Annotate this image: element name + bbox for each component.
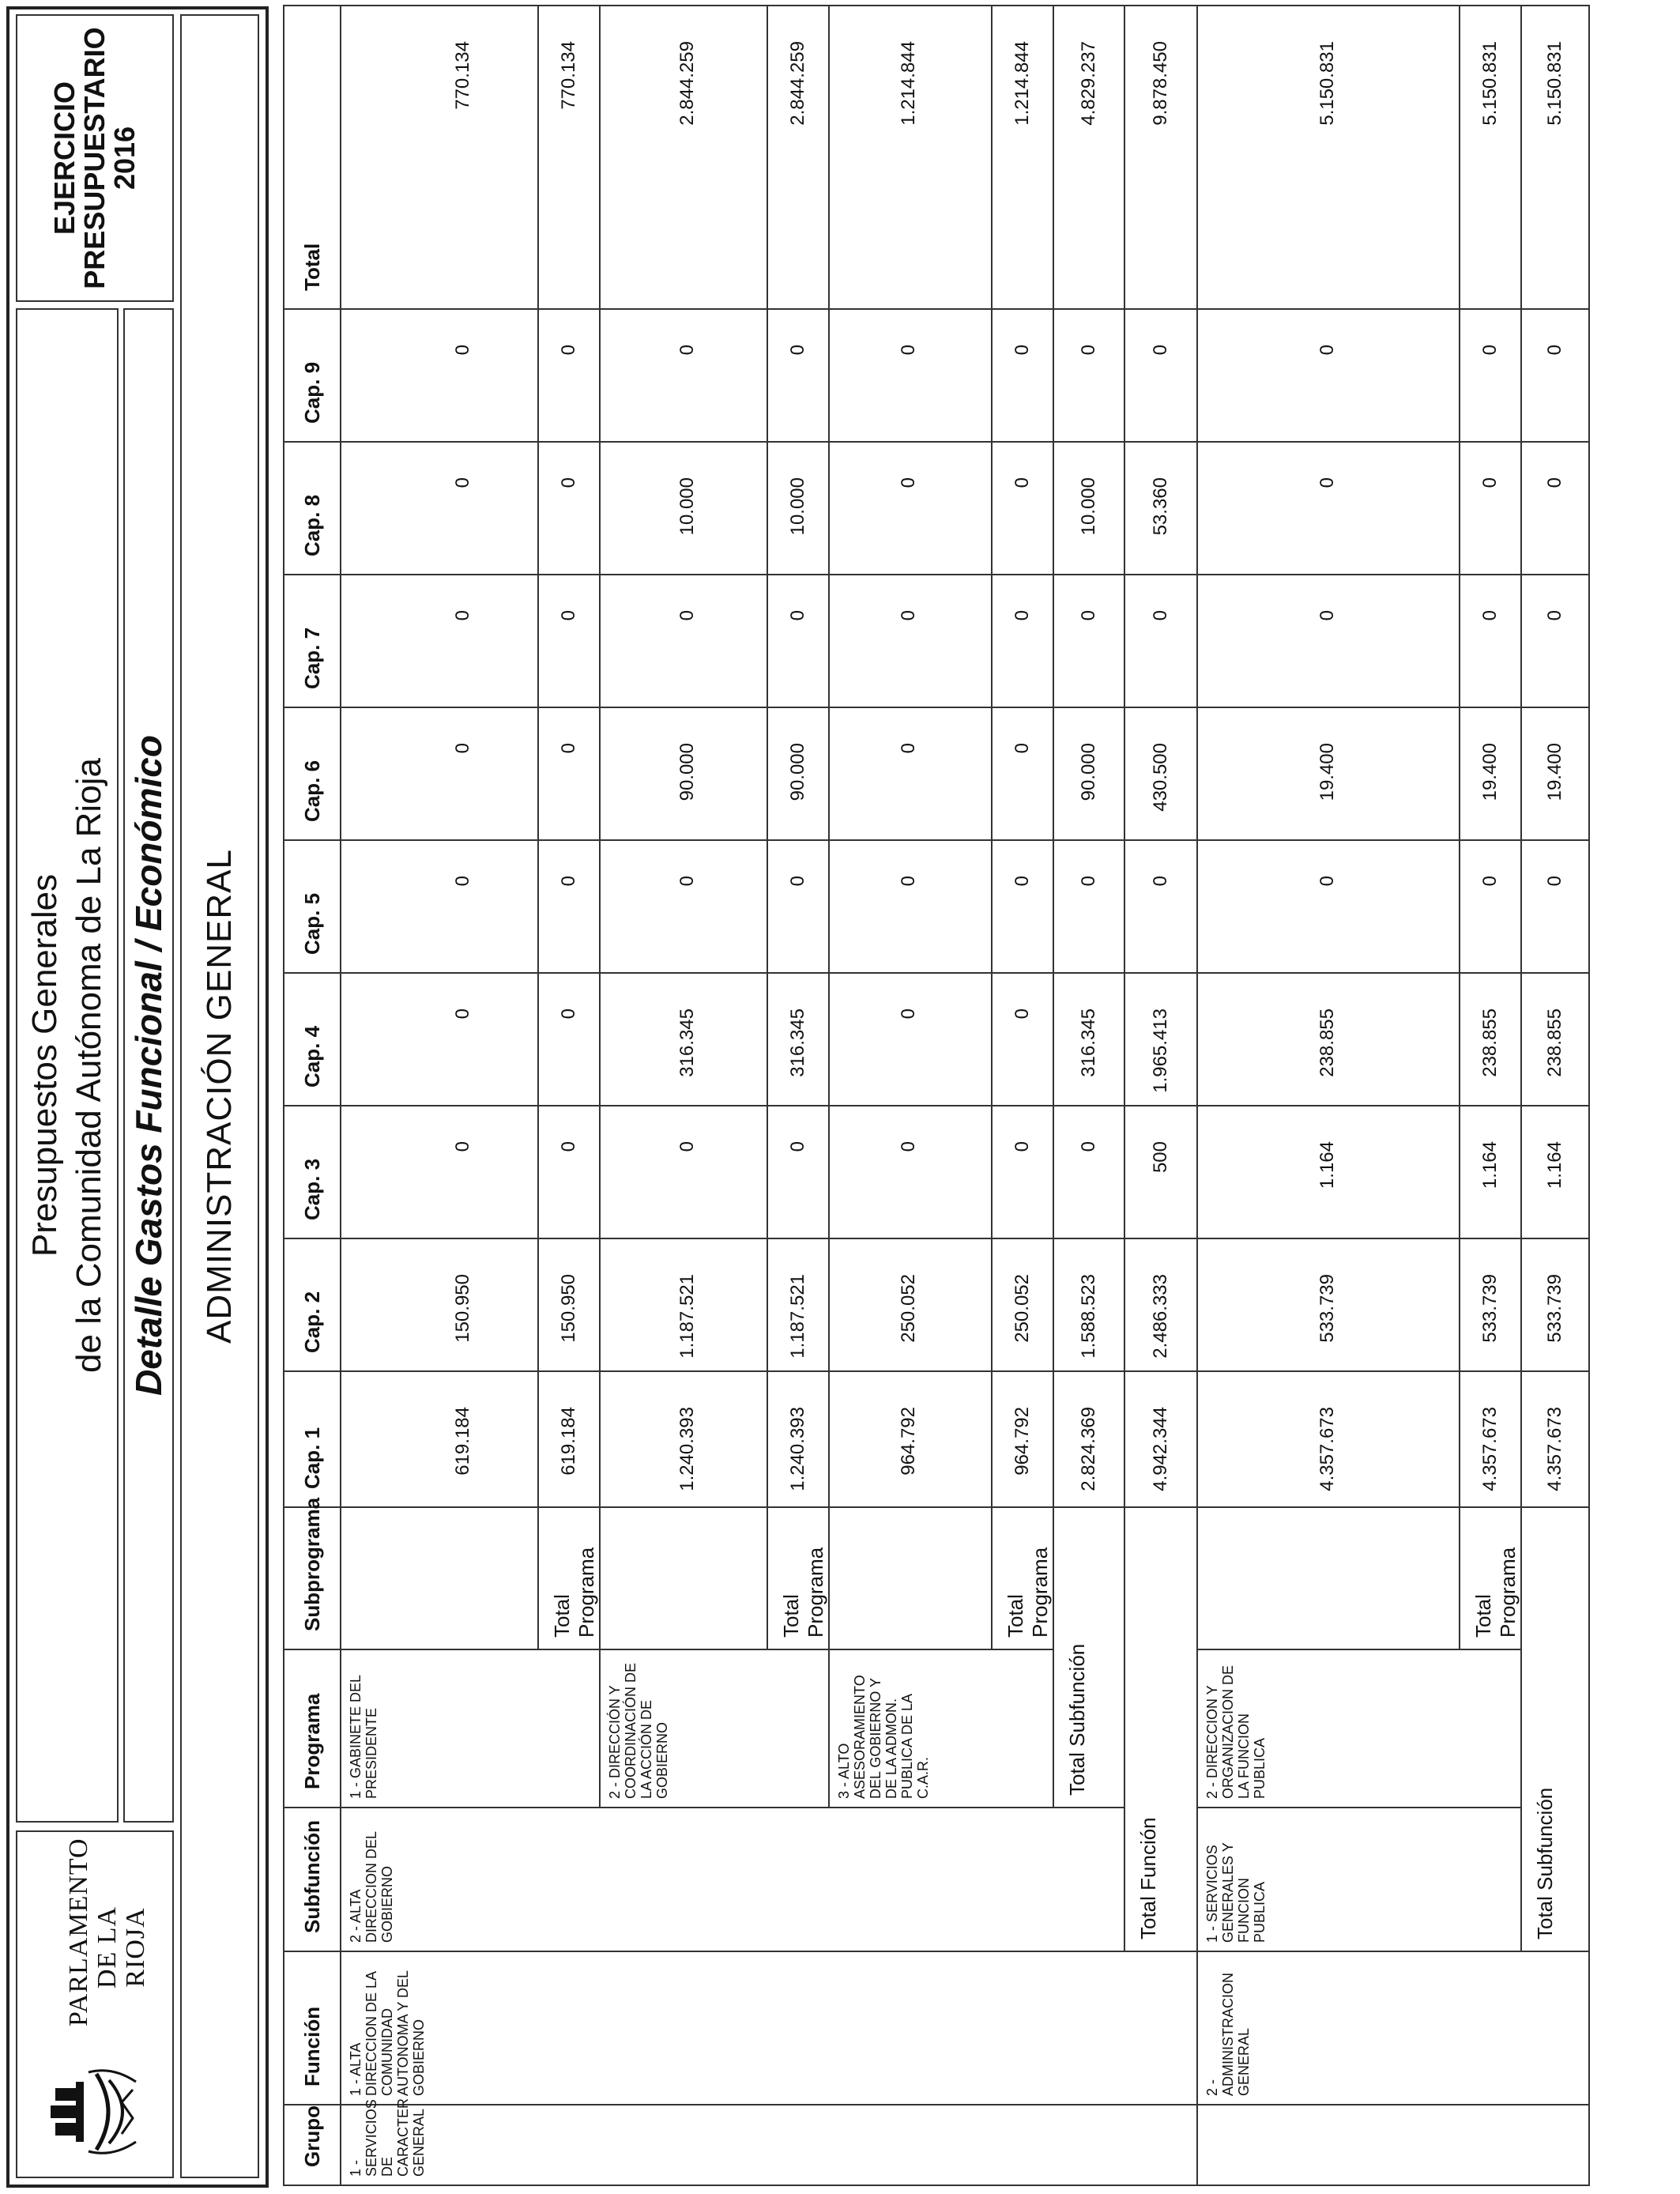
value-cell-cap4: 0: [829, 973, 992, 1106]
grupo-cell-cont: [1197, 2105, 1589, 2185]
value-cell-cap6: 19.400: [1521, 707, 1589, 840]
value-cell-cap7: 0: [767, 575, 829, 707]
value-cell-total: 5.150.831: [1521, 6, 1589, 309]
value-cell-cap7: 0: [1124, 575, 1197, 707]
total-subfuncion-label: Total Subfunción: [1521, 1507, 1589, 1951]
value-cell-cap8: 0: [829, 442, 992, 575]
value-cell-cap5: 0: [538, 840, 600, 973]
total-funcion-label: Total Función: [1124, 1507, 1197, 1951]
value-cell-cap6: 0: [538, 707, 600, 840]
value-cell-cap6: 90.000: [600, 707, 767, 840]
value-cell-cap6: 90.000: [767, 707, 829, 840]
col-cap4: Cap. 4: [284, 973, 341, 1106]
ejercicio-line2: PRESUPUESTARIO: [78, 27, 111, 289]
value-cell-cap9: 0: [1521, 309, 1589, 442]
ejercicio-line1: EJERCICIO: [48, 81, 81, 236]
value-cell-cap5: 0: [992, 840, 1053, 973]
value-cell-cap9: 0: [1124, 309, 1197, 442]
value-cell-total: 4.829.237: [1053, 6, 1124, 309]
table-row: [1197, 6, 1460, 2185]
value-cell-cap2: 1.187.521: [600, 1238, 767, 1371]
value-cell-cap4: 0: [538, 973, 600, 1106]
value-cell-cap9: 0: [767, 309, 829, 442]
col-cap7: Cap. 7: [284, 575, 341, 707]
value-cell-cap2: 250.052: [992, 1238, 1053, 1371]
value-cell-cap4: 238.855: [1521, 973, 1589, 1106]
value-cell-cap7: 0: [600, 575, 767, 707]
col-grupo: Grupo: [284, 2105, 341, 2185]
value-cell-cap6: 19.400: [1197, 707, 1460, 840]
col-cap1: Cap. 1: [284, 1371, 341, 1507]
value-cell-cap3: 1.164: [1197, 1106, 1460, 1238]
value-cell-total: 5.150.831: [1460, 6, 1521, 309]
value-cell-total: 1.214.844: [829, 6, 992, 309]
value-cell-cap3: 0: [538, 1106, 600, 1238]
value-cell-cap2: 533.739: [1460, 1238, 1521, 1371]
logo-box: [16, 1830, 174, 2178]
value-cell-cap1: 964.792: [992, 1371, 1053, 1507]
subprograma-cell: [600, 1507, 767, 1649]
value-cell-cap3: 0: [992, 1106, 1053, 1238]
col-cap9: Cap. 9: [284, 309, 341, 442]
value-cell-cap5: 0: [341, 840, 538, 973]
programa-cell: 2 - DIRECCION Y ORGANIZACION DE LA FUNCION PUBLICA: [1197, 1649, 1521, 1808]
value-cell-cap6: 90.000: [1053, 707, 1124, 840]
logo-text: [64, 1838, 150, 2026]
col-cap8: Cap. 8: [284, 442, 341, 575]
value-cell-cap4: 1.965.413: [1124, 973, 1197, 1106]
subprograma-cell: [829, 1507, 992, 1649]
value-cell-cap9: 0: [829, 309, 992, 442]
value-cell-cap8: 0: [1197, 442, 1460, 575]
value-cell-cap5: 0: [767, 840, 829, 973]
logo-line2: DE LA RIOJA: [92, 1906, 150, 1989]
subfuncion-cell: 2 - ALTA DIRECCION DEL GOBIERNO: [341, 1808, 1124, 1951]
value-cell-cap8: 0: [538, 442, 600, 575]
value-cell-cap9: 0: [1460, 309, 1521, 442]
total-programa-label: Total Programa: [538, 1507, 600, 1649]
value-cell-cap5: 0: [1460, 840, 1521, 973]
value-cell-cap8: 0: [1521, 442, 1589, 575]
value-cell-cap8: 0: [1460, 442, 1521, 575]
total-programa-label: Total Programa: [1460, 1507, 1521, 1649]
value-cell-cap4: 0: [341, 973, 538, 1106]
value-cell-cap7: 0: [1521, 575, 1589, 707]
value-cell-cap6: 19.400: [1460, 707, 1521, 840]
value-cell-cap3: 500: [1124, 1106, 1197, 1238]
value-cell-total: 5.150.831: [1197, 6, 1460, 309]
value-cell-cap5: 0: [1053, 840, 1124, 973]
value-cell-cap3: 0: [829, 1106, 992, 1238]
value-cell-cap7: 0: [538, 575, 600, 707]
value-cell-cap6: 430.500: [1124, 707, 1197, 840]
value-cell-cap1: 964.792: [829, 1371, 992, 1507]
title-box: [16, 308, 119, 1823]
value-cell-cap2: 533.739: [1521, 1238, 1589, 1371]
value-cell-cap3: 0: [341, 1106, 538, 1238]
value-cell-cap5: 0: [829, 840, 992, 973]
value-cell-cap1: 4.357.673: [1197, 1371, 1460, 1507]
value-cell-cap4: 0: [992, 973, 1053, 1106]
table-row: [1124, 6, 1197, 2185]
value-cell-cap1: 4.942.344: [1124, 1371, 1197, 1507]
value-cell-cap1: 4.357.673: [1521, 1371, 1589, 1507]
value-cell-cap4: 316.345: [1053, 973, 1124, 1106]
value-cell-cap2: 1.187.521: [767, 1238, 829, 1371]
programa-cell: 3 - ALTO ASESORAMIENTO DEL GOBIERNO Y DE LA ADMON. PUBLICA DE LA C.A.R.: [829, 1649, 1053, 1808]
table-header-row: [284, 6, 341, 2185]
subfuncion-cell: 1 - SERVICIOS GENERALES Y FUNCION PUBLICA: [1197, 1808, 1521, 1951]
value-cell-cap3: 0: [1053, 1106, 1124, 1238]
value-cell-cap8: 0: [341, 442, 538, 575]
value-cell-cap2: 150.950: [538, 1238, 600, 1371]
value-cell-cap6: 0: [992, 707, 1053, 840]
parliament-crest-icon: [33, 2047, 160, 2166]
table-row: [341, 6, 538, 2185]
value-cell-total: 9.878.450: [1124, 6, 1197, 309]
value-cell-cap4: 316.345: [767, 973, 829, 1106]
col-funcion: Función: [284, 1951, 341, 2105]
value-cell-cap8: 10.000: [767, 442, 829, 575]
ejercicio-year: 2016: [108, 126, 141, 190]
value-cell-cap2: 250.052: [829, 1238, 992, 1371]
value-cell-cap3: 0: [767, 1106, 829, 1238]
value-cell-cap3: 1.164: [1521, 1106, 1589, 1238]
value-cell-cap1: 619.184: [341, 1371, 538, 1507]
section-title: ADMINISTRACIÓN GENERAL: [200, 849, 239, 1344]
col-cap5: Cap. 5: [284, 840, 341, 973]
value-cell-cap9: 0: [1053, 309, 1124, 442]
funcion-cell: 2 - ADMINISTRACION GENERAL: [1197, 1951, 1589, 2105]
subprograma-cell: [1197, 1507, 1460, 1649]
value-cell-cap6: 0: [341, 707, 538, 840]
value-cell-cap7: 0: [1053, 575, 1124, 707]
value-cell-cap4: 316.345: [600, 973, 767, 1106]
title-line2: de la Comunidad Autónoma de La Rioja: [70, 758, 108, 1373]
col-cap3: Cap. 3: [284, 1106, 341, 1238]
programa-cell: 2 - DIRECCIÓN Y COORDINACIÓN DE LA ACCIÓN DE GOBIERNO: [600, 1649, 829, 1808]
value-cell-cap9: 0: [1197, 309, 1460, 442]
report-subtitle: Detalle Gastos Funcional / Económico: [128, 735, 169, 1396]
value-cell-cap1: 1.240.393: [767, 1371, 829, 1507]
value-cell-cap8: 53.360: [1124, 442, 1197, 575]
col-subfuncion: Subfunción: [284, 1808, 341, 1951]
value-cell-cap1: 2.824.369: [1053, 1371, 1124, 1507]
col-total: Total: [284, 6, 341, 309]
value-cell-cap7: 0: [992, 575, 1053, 707]
table-row: [1521, 6, 1589, 2185]
ejercicio-box: [16, 14, 174, 302]
value-cell-total: 2.844.259: [600, 6, 767, 309]
value-cell-cap5: 0: [1124, 840, 1197, 973]
value-cell-cap2: 1.588.523: [1053, 1238, 1124, 1371]
value-cell-cap3: 1.164: [1460, 1106, 1521, 1238]
value-cell-cap6: 0: [829, 707, 992, 840]
value-cell-cap9: 0: [600, 309, 767, 442]
value-cell-total: 770.134: [341, 6, 538, 309]
value-cell-cap2: 533.739: [1197, 1238, 1460, 1371]
budget-table: [283, 5, 1590, 2186]
value-cell-total: 2.844.259: [767, 6, 829, 309]
funcion-cell: 1 - ALTA DIRECCION DE LA COMUNIDAD AUTONOMA Y DEL GOBIERNO: [341, 1951, 1197, 2105]
col-cap2: Cap. 2: [284, 1238, 341, 1371]
value-cell-cap9: 0: [538, 309, 600, 442]
value-cell-cap1: 4.357.673: [1460, 1371, 1521, 1507]
value-cell-cap4: 238.855: [1197, 973, 1460, 1106]
value-cell-cap7: 0: [341, 575, 538, 707]
logo-line1: PARLAMENTO: [64, 1838, 93, 2026]
value-cell-cap5: 0: [1521, 840, 1589, 973]
grupo-cell: 1 - SERVICIOS DE CARACTER GENERAL: [341, 2105, 1197, 2185]
value-cell-cap7: 0: [1197, 575, 1460, 707]
total-programa-label: Total Programa: [992, 1507, 1053, 1649]
value-cell-cap5: 0: [600, 840, 767, 973]
value-cell-cap3: 0: [600, 1106, 767, 1238]
value-cell-cap5: 0: [1197, 840, 1460, 973]
value-cell-cap9: 0: [992, 309, 1053, 442]
value-cell-cap9: 0: [341, 309, 538, 442]
value-cell-cap8: 10.000: [1053, 442, 1124, 575]
value-cell-cap7: 0: [829, 575, 992, 707]
subprograma-cell: [341, 1507, 538, 1649]
title-line1: Presupuestos Generales: [25, 873, 64, 1257]
col-subprograma: Subprograma: [284, 1507, 341, 1649]
subtitle-box: [123, 308, 174, 1823]
value-cell-total: 1.214.844: [992, 6, 1053, 309]
value-cell-cap1: 619.184: [538, 1371, 600, 1507]
total-programa-label: Total Programa: [767, 1507, 829, 1649]
value-cell-cap1: 1.240.393: [600, 1371, 767, 1507]
value-cell-cap8: 10.000: [600, 442, 767, 575]
value-cell-total: 770.134: [538, 6, 600, 309]
section-box: [180, 14, 259, 2178]
col-programa: Programa: [284, 1649, 341, 1808]
value-cell-cap8: 0: [992, 442, 1053, 575]
programa-cell: 1 - GABINETE DEL PRESIDENTE: [341, 1649, 600, 1808]
total-subfuncion-label: Total Subfunción: [1053, 1507, 1124, 1808]
value-cell-cap2: 2.486.333: [1124, 1238, 1197, 1371]
value-cell-cap2: 150.950: [341, 1238, 538, 1371]
col-cap6: Cap. 6: [284, 707, 341, 840]
value-cell-cap4: 238.855: [1460, 973, 1521, 1106]
value-cell-cap7: 0: [1460, 575, 1521, 707]
